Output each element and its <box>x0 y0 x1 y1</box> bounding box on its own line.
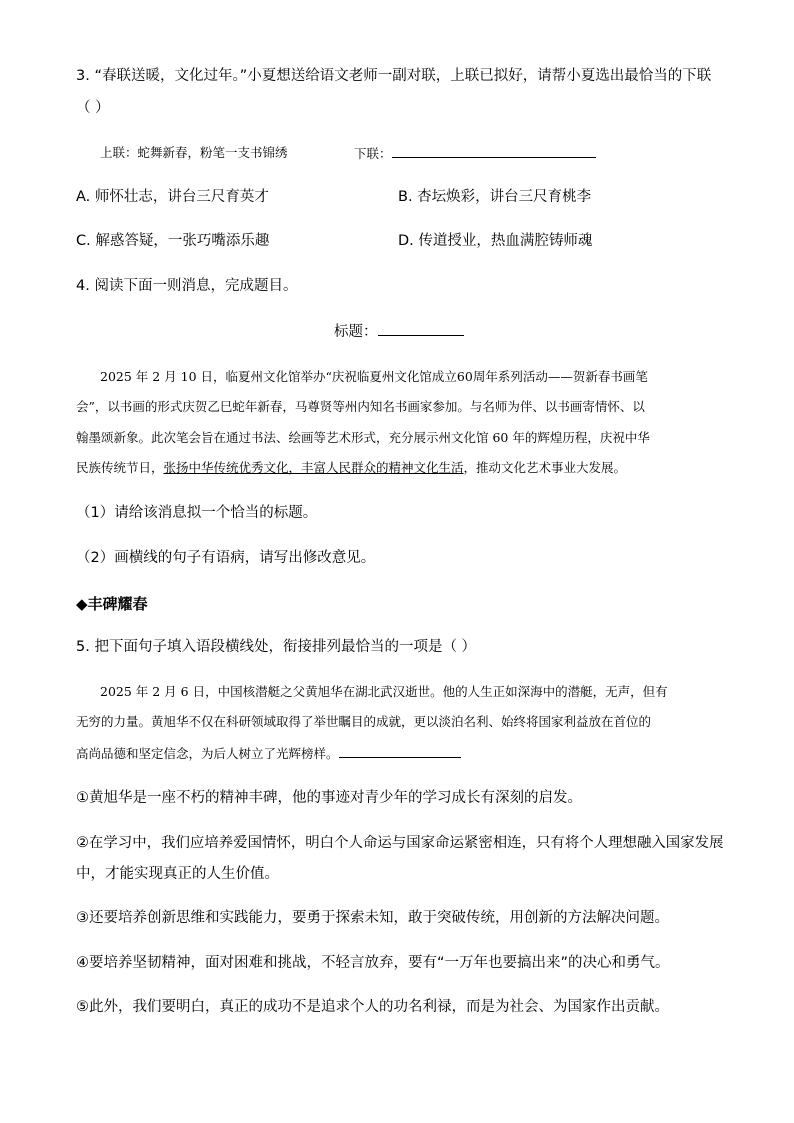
q3-answer-paren: （ ） <box>76 100 110 116</box>
q4-news-line-4-pre: 民族传统节日， <box>76 460 164 475</box>
q5-sentence-3: ③还要培养创新思维和实践能力，要勇于探索未知，敢于突破传统，用创新的方法解决问题。 <box>76 910 669 926</box>
q5-paragraph-line-3-text: 高尚品德和坚定信念，为后人树立了光辉榜样。 <box>76 746 339 761</box>
section-heading: ◆丰碑耀春 <box>76 595 148 613</box>
q4-title-label: 标题： <box>334 324 378 340</box>
q4-stem: 4. 阅读下面一则消息，完成题目。 <box>76 278 298 294</box>
q5-paragraph-line-2: 无穷的力量。黄旭华不仅在科研领域取得了举世瞩目的成就，更以淡泊名利、始终将国家利益放在首位的 <box>76 714 652 729</box>
q5-sentence-2-line-2: 中，才能实现真正的人生价值。 <box>76 866 279 882</box>
q4-news-line-4-post: ，推动文化艺术事业大发展。 <box>463 460 627 475</box>
q3-stem: 3. “春联送暖，文化过年。”小夏想送给语文老师一副对联，上联已拟好，请帮小夏选出最恰当的下联 <box>76 68 712 84</box>
q4-sub-question-1: （1）请给该消息拟一个恰当的标题。 <box>76 505 318 521</box>
q4-news-line-1: 2025 年 2 月 10 日，临夏州文化馆举办“庆祝临夏州文化馆成立60周年系列活动——贺新春书画笔 <box>100 369 648 384</box>
q5-sentence-1: ①黄旭华是一座不朽的精神丰碑，他的事迹对青少年的学习成长有深刻的启发。 <box>76 790 582 806</box>
q4-sub-question-2: （2）画横线的句子有语病，请写出修改意见。 <box>76 550 376 566</box>
q5-paragraph-line-1: 2025 年 2 月 6 日，中国核潜艇之父黄旭华在湖北武汉逝世。他的人生正如深海中的潜艇，无声，但有 <box>100 684 668 699</box>
q5-paragraph-line-3 <box>76 743 461 764</box>
q5-sentence-4: ④要培养坚韧精神，面对困难和挑战，不轻言放弃，要有“一万年也要搞出来”的决心和勇气。 <box>76 955 670 971</box>
q3-couplet-lower <box>354 143 596 164</box>
q4-news-line-3: 翰墨颂新象。此次笔会旨在通过书法、绘画等艺术形式，充分展示州文化馆 60 年的辉煌历程，庆祝中华 <box>76 430 650 445</box>
q3-couplet-lower-label: 下联： <box>354 146 392 161</box>
q4-news-line-2: 会”，以书画的形式庆贺乙巳蛇年新春，马尊贤等州内知名书画家参加。与名师为伴、以书画寄情怀、以 <box>76 399 645 414</box>
q3-option-d: D. 传道授业，热血满腔铸师魂 <box>398 233 593 249</box>
q5-sentence-5: ⑤此外，我们要明白，真正的成功不是追求个人的功名利禄，而是为社会、为国家作出贡献。 <box>76 999 669 1015</box>
q4-title-line <box>334 321 464 342</box>
q4-title-blank[interactable] <box>378 321 464 336</box>
q3-option-a: A. 师怀壮志，讲台三尺育英才 <box>76 189 269 205</box>
q4-news-line-4 <box>76 458 626 478</box>
q3-option-c: C. 解惑答疑，一张巧嘴添乐趣 <box>76 233 270 249</box>
q3-couplet-upper: 上联：蛇舞新春，粉笔一支书锦绣 <box>100 145 288 160</box>
q3-option-b: B. 杏坛焕彩，讲台三尺育桃李 <box>398 189 592 205</box>
q5-paragraph-blank[interactable] <box>339 743 461 758</box>
q3-couplet-lower-blank[interactable] <box>392 143 596 158</box>
q5-sentence-2-line-1: ②在学习中，我们应培养爱国情怀，明白个人命运与国家命运紧密相连，只有将个人理想融入国家发展 <box>76 835 724 851</box>
q5-stem: 5. 把下面句子填入语段横线处，衔接排列最恰当的一项是（ ） <box>76 639 477 655</box>
q4-underlined-sentence: 张扬中华传统优秀文化，丰富人民群众的精神文化生活 <box>163 460 464 475</box>
